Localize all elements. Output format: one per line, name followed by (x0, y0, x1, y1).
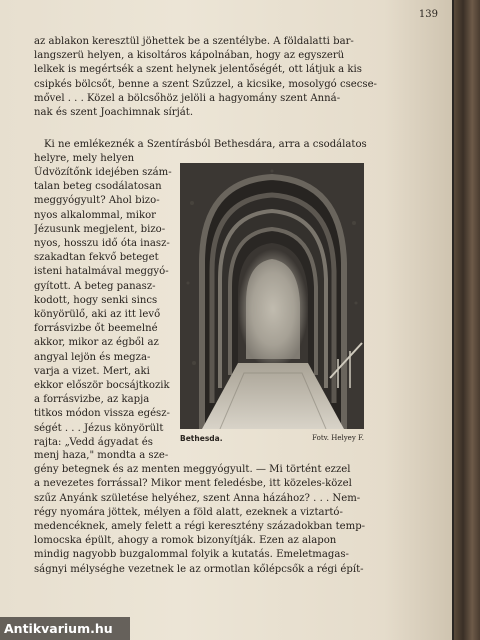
paragraph-1 (34, 35, 424, 120)
text-line: ságnyi mélységhe vezetnek le az ormotlan kőlépcsők a régi épít- (34, 563, 364, 575)
text-line: ségét . . . Jézus könyörült (34, 422, 164, 434)
text-line: szűz Anyánk születése helyéhez, szent Anna házához? . . . Nem- (34, 492, 361, 504)
page-number: 139 (418, 9, 438, 20)
text-line: a forrásvizbe, az kapja (34, 394, 150, 406)
site-watermark: Antikvarium.hu (0, 617, 130, 640)
text-line: régy nyomára jöttek, mélyen a föld alatt, ezeknek a viztartó- (34, 506, 343, 518)
text-line: angyal lejön és megza- (34, 351, 151, 363)
text-line: nyos alkalommal, mikor (34, 209, 156, 221)
text-line: akkor, mikor az égből az (34, 337, 159, 349)
text-line: Jézusunk megjelent, bizo- (34, 223, 166, 235)
text-line: Ki ne emlékeznék a Szentírásból Bethesdára, arra a csodálatos (44, 139, 367, 150)
text-line: az ablakon keresztül jöhettek be a szentélybe. A földalatti bar- (34, 36, 354, 47)
paragraph-2-bottom (34, 449, 424, 577)
text-line: gény betegnek és az menten meggyógyult. — Mi történt ezzel (34, 464, 351, 476)
paragraph-2-wrapped (34, 166, 172, 450)
text-line: isteni hatalmával meggyó- (34, 266, 169, 278)
text-line: nak és szent Joachimnak sírját. (34, 107, 194, 119)
text-line: kodott, hogy senki sincs (34, 294, 158, 306)
text-line: Üdvözítőnk idejében szám- (34, 167, 172, 178)
text-line: meggyógyult? Ahol bizo- (34, 195, 160, 207)
text-line: varja a vizet. Mert, aki (34, 365, 150, 377)
text-line: ekkor először bocsájtkozik (34, 380, 170, 392)
text-line: a nevezetes forrással? Mikor ment feledésbe, itt közeles-közel (34, 478, 352, 490)
text-line: talan beteg csodálatosan (34, 181, 162, 193)
text-line: langszerü helyen, a kisoltáros kápolnában, hogy az egyszerü (34, 50, 345, 62)
text-line: mindig nagyobb buzgalommal folyik a kutatás. Emeletmagas- (34, 549, 349, 561)
text-line: csipkés bölcsőt, benne a szent Szűzzel, a kicsike, mosolygó csecse- (34, 78, 377, 90)
book-spine-edge (454, 0, 480, 640)
text-line: lomocska épült, ahogy a romok bizonyítják. Ezen az alapon (34, 535, 337, 547)
text-line: medencéknek, amely felett a régi keresztény századokban temp- (34, 521, 366, 533)
text-line: menj haza," mondta a sze- (34, 450, 169, 461)
text-line: mővel . . . Közel a bölcsőhöz jelöli a hagyomány szent Anná- (34, 92, 341, 104)
figure-credit: Fotv. Helyey F. (312, 434, 364, 442)
text-line: nyos, hosszu idő óta inasz- (34, 238, 170, 250)
text-line: gyított. A beteg panasz- (34, 280, 156, 292)
text-line: lelkek is megértsék a szent helynek jelentőségét, ott látjuk a kis (34, 64, 362, 76)
text-line: helyre, mely helyen (34, 153, 135, 165)
text-line: könyörülő, aki az itt levő (34, 309, 161, 321)
text-line: titkos módon vissza egész- (34, 408, 170, 420)
bethesda-photo (180, 163, 364, 429)
text-line: szakadtan fekvő beteget (34, 252, 159, 264)
text-line: forrásvizbe őt beemelné (34, 323, 158, 335)
text-line: rajta: „Vedd ágyadat és (34, 436, 153, 448)
figure-caption: Bethesda. (180, 434, 223, 443)
vaulted-passage-image (180, 163, 364, 429)
